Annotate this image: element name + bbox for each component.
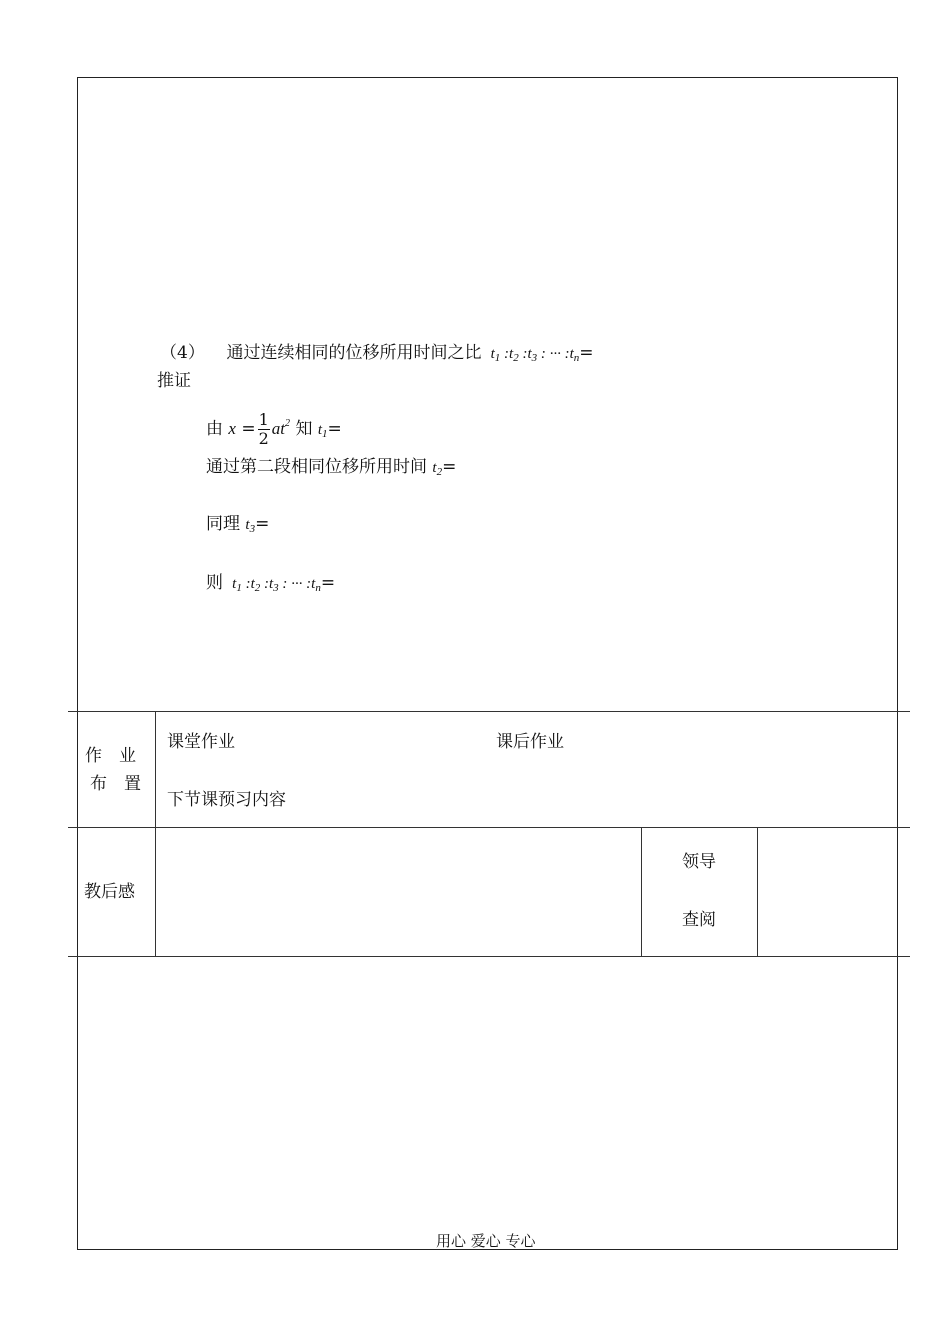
- formula-at: $at^2$: [271, 418, 291, 438]
- line2-text: 通过第二段相同位移所用时间: [206, 457, 427, 477]
- line1-prefix: 由: [206, 419, 223, 439]
- heading-equals: =: [579, 343, 594, 363]
- formula-line-4: 则 $t_1$ $:t_2$ $:t_3$ : ··· $:t_n=$: [206, 573, 336, 594]
- half-fraction: [258, 411, 270, 448]
- homework-label-line1: 作 业: [85, 746, 136, 766]
- table-bottom-rule: [68, 956, 910, 957]
- heading-text: 通过连续相同的位移所用时间之比: [226, 343, 482, 363]
- line1-suffix: 知: [295, 419, 313, 439]
- page-frame: [77, 77, 898, 1250]
- leader-review-line2: 查阅: [682, 910, 716, 930]
- label-column-divider: [155, 711, 156, 956]
- formula-line-3: 同理 $t_3=$: [206, 514, 270, 535]
- fraction-denominator: 2: [258, 429, 269, 448]
- table-top-rule: [68, 711, 910, 712]
- footer-motto: 用心 爱心 专心: [436, 1232, 536, 1250]
- item-number: （4）: [160, 343, 205, 363]
- line4-text: 则: [206, 573, 223, 593]
- formula-line-2: 通过第二段相同位移所用时间 $t_2=$: [206, 457, 457, 478]
- leader-review-line1: 领导: [682, 852, 716, 872]
- t2-symbol: $t_2$: [432, 460, 443, 478]
- t3-symbol: $t_3$: [245, 517, 256, 535]
- review-column-divider-left: [641, 827, 642, 956]
- ratio-expression: $t_1$ $:t_2$ $:t_3$ : ··· $:t_n$: [486, 346, 580, 364]
- after-class-homework: 课后作业: [496, 732, 564, 752]
- t1-symbol: $t_1$: [317, 422, 328, 440]
- preview-content: 下节课预习内容: [167, 790, 286, 810]
- table-middle-rule: [68, 827, 910, 828]
- fraction-numerator: 1: [258, 410, 269, 429]
- in-class-homework: 课堂作业: [167, 732, 235, 752]
- proof-heading: [160, 345, 594, 364]
- formula-x: x: [228, 419, 236, 438]
- ratio-expression-2: $t_1$ $:t_2$ $:t_3$ : ··· $:t_n$: [228, 576, 321, 594]
- review-column-divider-right: [757, 827, 758, 956]
- reflection-label: 教后感: [84, 882, 135, 902]
- formula-line-1: 由 x = $\frac{1}{2}$ $at^2$ 知 $t_1=$: [206, 410, 342, 448]
- homework-label-line2: 布 置: [90, 774, 141, 794]
- proof-label: 推证: [157, 371, 191, 391]
- line3-text: 同理: [206, 514, 240, 534]
